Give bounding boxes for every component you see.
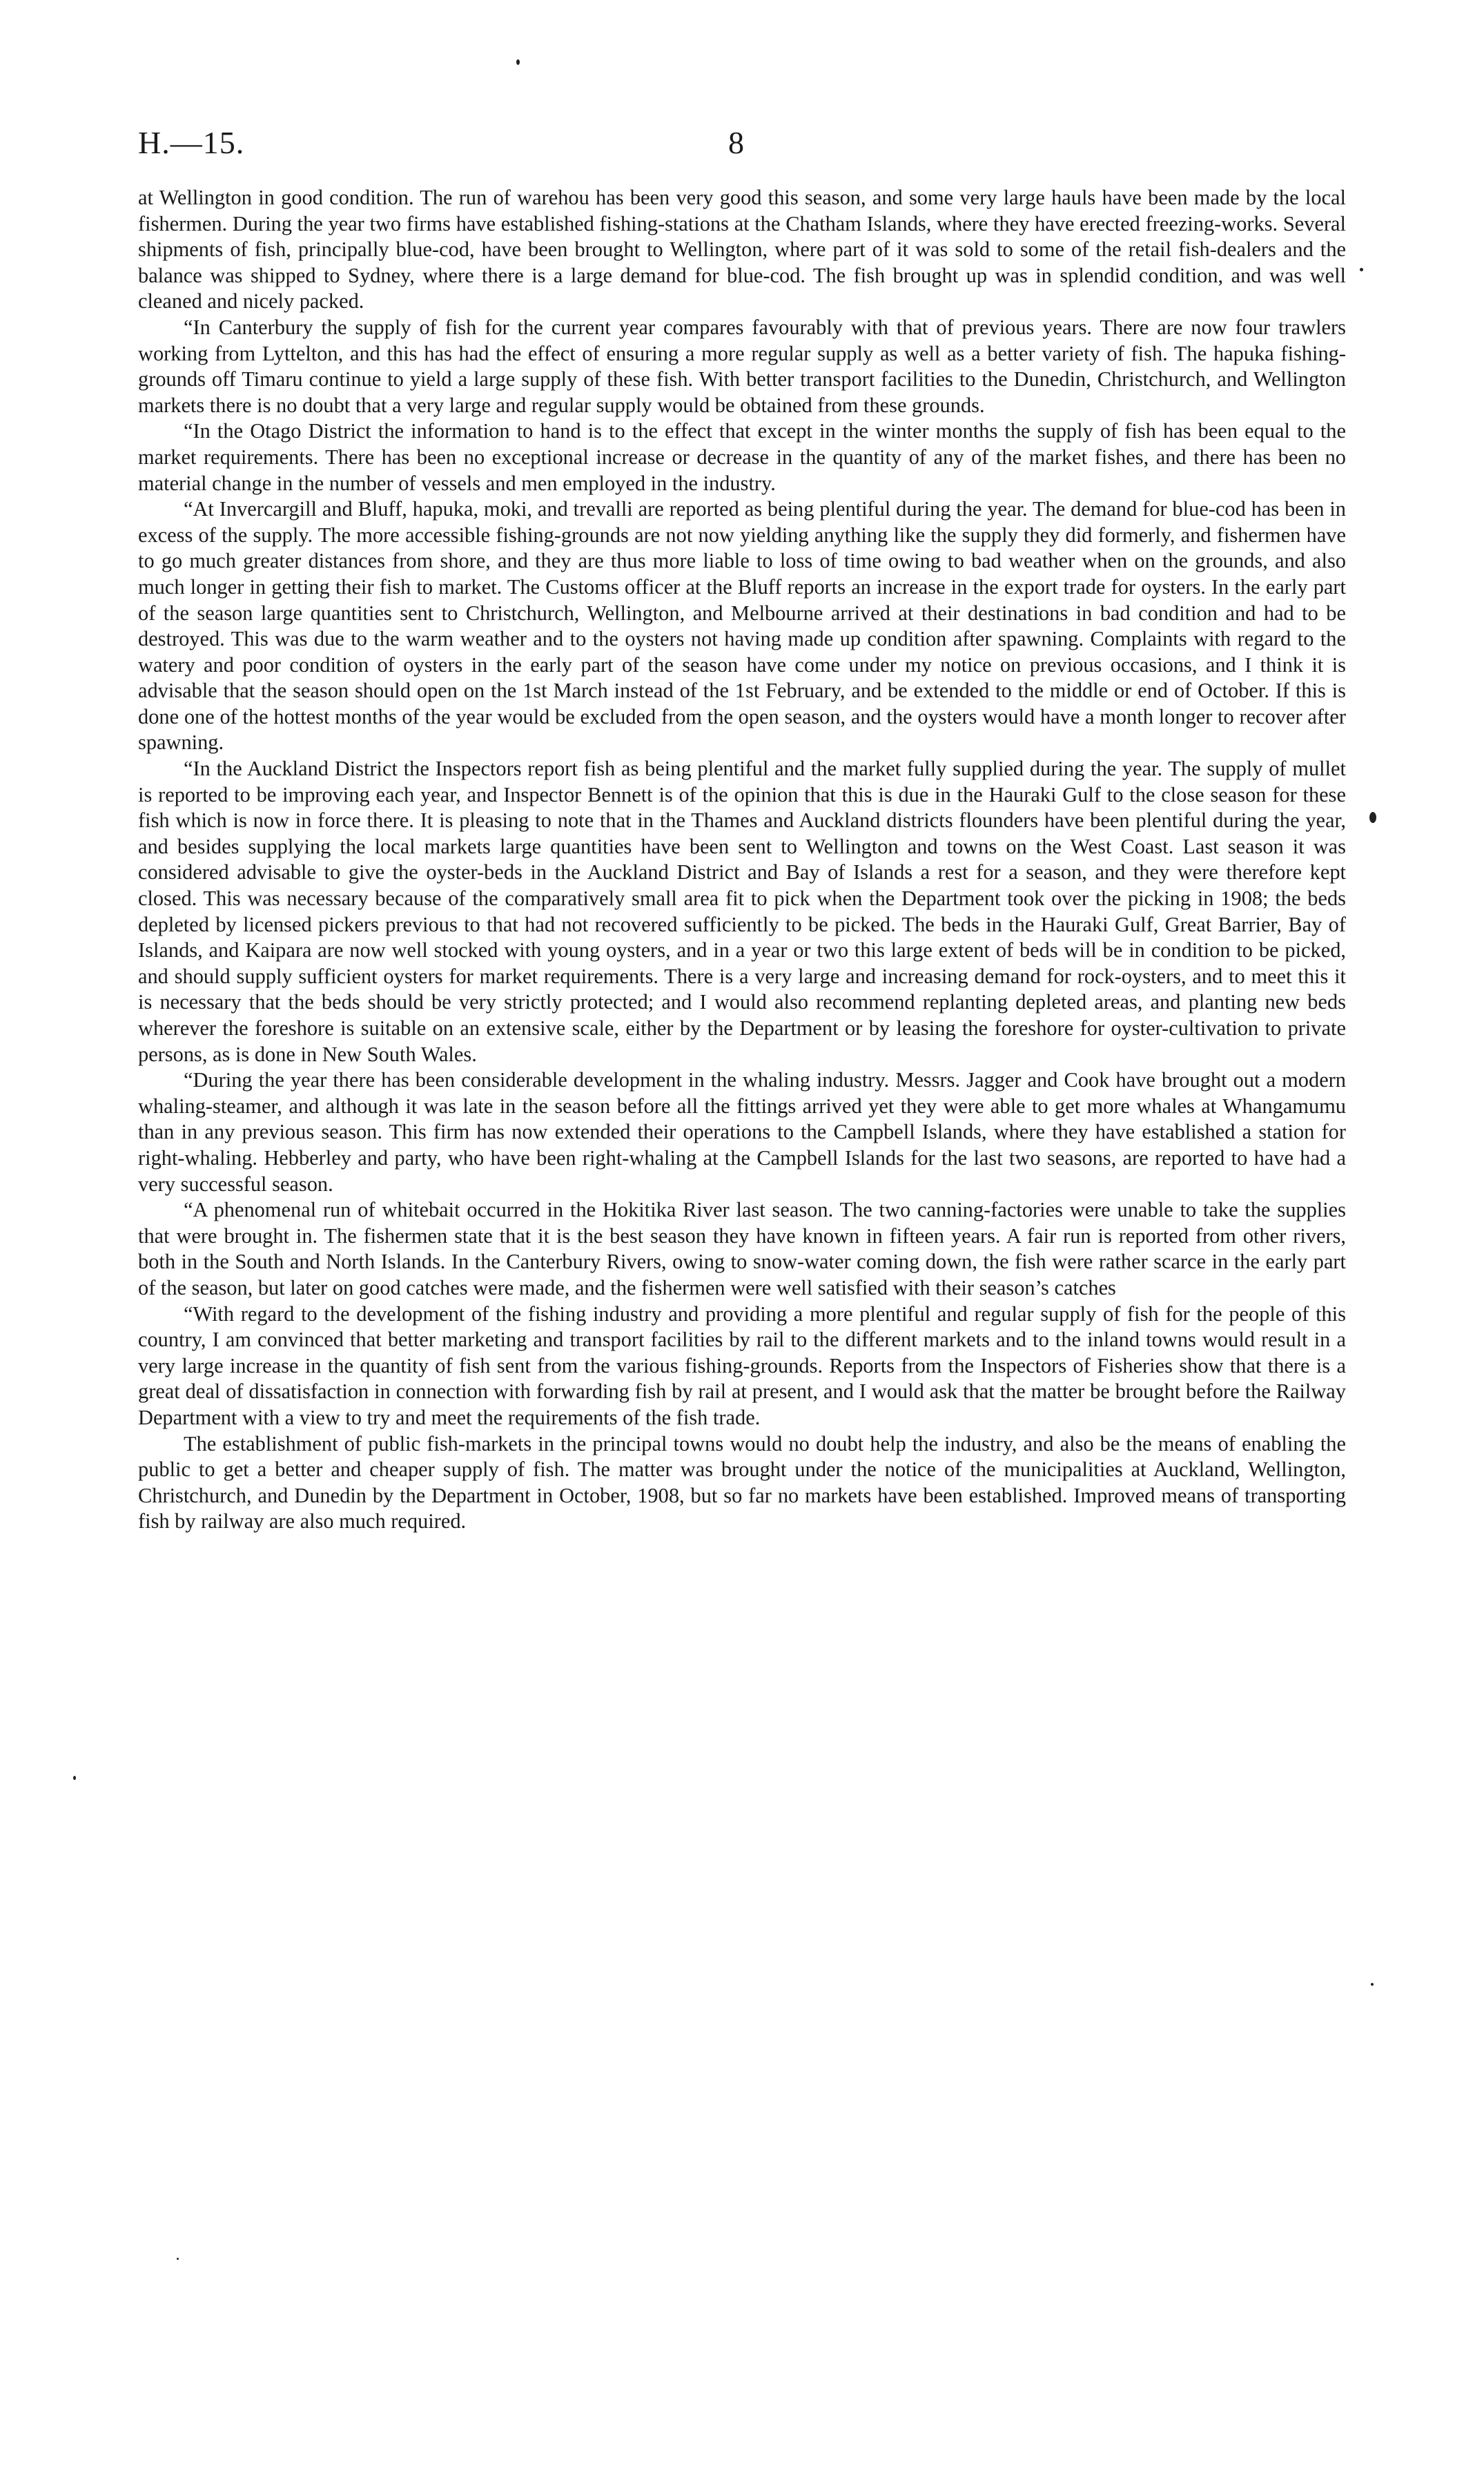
paragraph-invercargill-bluff: “At Invercargill and Bluff, hapuka, moki, and trevalli are reported as being plentiful during the year. The demand for blue-cod has been in excess of the supply. The more accessible fishing-grounds are not now yielding anything like the supply they did formerly, and fishermen have to go much greater distances from shore, and they are thus more liable to loss of time owing to bad weather when on the grounds, and also much longer in getting their fish to market. The Customs officer at the Bluff reports an increase in the export trade for oysters. In the early part of the season large quantities sent to Christchurch, Wellington, and Melbourne arrived at their destinations in bad condition and had to be destroyed. This was due to the warm weather and to the oysters not having made up condition after spawning. Complaints with regard to the watery and poor condition of oysters in the early part of the season have come under my notice on previous occasions, and I think it is advisable that the season should open on the 1st March instead of the 1st February, and be extended to the middle or end of October. If this is done one of the hottest months of the year would be excluded from the open season, and the oysters would have a month longer to recover after spawning. — [138, 497, 1346, 755]
scan-speck — [73, 1776, 76, 1780]
body-text — [138, 185, 1346, 1535]
scan-speck — [1371, 1983, 1374, 1986]
document-reference: H.—15. — [138, 125, 245, 160]
scan-speck — [516, 59, 520, 65]
paragraph-wellington: at Wellington in good condition. The run of warehou has been very good this season, and some very large hauls have been made by the local fishermen. During the year two firms have established fishing-stations at the Chatham Islands, where they have erected freezing-works. Several shipments of fish, principally blue-cod, have been brought to Wellington, where part of it was sold to some of the retail fish-dealers and the balance was shipped to Sydney, where there is a large demand for blue-cod. The fish brought up was in splendid condition, and was well cleaned and nicely packed. — [138, 186, 1346, 313]
page-number: 8 — [728, 125, 744, 160]
paragraph-transport: “With regard to the development of the fishing industry and providing a more plentiful and regular supply of fish for the people of this country, I am convinced that better marketing and transport facilities by rail to the different markets and to the inland towns would result in a very large increase in the quantity of fish sent from the various fishing-grounds. Reports from the Inspectors of Fisheries show that there is a great deal of dissatisfaction in connection with forwarding fish by rail at present, and I would ask that the matter be brought before the Railway Department with a view to try and meet the requirements of the fish trade. — [138, 1301, 1346, 1429]
paragraph-auckland: “In the Auckland District the Inspectors report fish as being plentiful and the market fully supplied during the year. The supply of mullet is reported to be improving each year, and Inspector Bennett is of the opinion that this is due in the Hauraki Gulf to the close season for these fish which is now in force there. It is pleasing to note that in the Thames and Auckland districts flounders have been plentiful during the year, and besides supplying the local markets large quantities have been sent to Wellington and towns on the West Coast. Last season it was considered advisable to give the oyster-beds in the Auckland District and Bay of Islands a rest for a season, and they were therefore kept closed. This was necessary because of the comparatively small area fit to pick when the Department took over the picking in 1908; the beds depleted by licensed pickers previous to that had not recovered sufficiently to be picked. The beds in the Hauraki Gulf, Great Barrier, Bay of Islands, and Kaipara are now well stocked with young oysters, and in a year or two this large extent of beds will be in condition to be picked, and should supply sufficient oysters for market requirements. There is a very large and increasing demand for rock-oysters, and to meet this it is necessary that the beds should be very strictly protected; and I would also recommend replanting depleted areas, and planting new beds wherever the foreshore is suitable on an extensive scale, either by the Department or by leasing the foreshore for oyster-cultivation to private persons, as is done in New South Wales. — [138, 757, 1346, 1066]
paragraph-canterbury: “In Canterbury the supply of fish for the current year compares favourably with that of previous years. There are now four trawlers working from Lyttelton, and this has had the effect of ensuring a more regular supply as well as a better variety of fish. The hapuka fishing-grounds off Timaru continue to yield a large supply of these fish. With better transport facilities to the Dunedin, Christchurch, and Wellington markets there is no doubt that a very large and regular supply would be obtained from these grounds. — [138, 315, 1346, 417]
scan-speck — [1369, 812, 1376, 823]
paragraph-fish-markets: The establishment of public fish-markets in the principal towns would no doubt help the industry, and also be the means of enabling the public to get a better and cheaper supply of fish. The matter was brought under the notice of the municipalities at Auckland, Wellington, Christchurch, and Dunedin by the Department in October, 1908, but so far no markets have been established. Improved means of transporting fish by railway are also much required. — [138, 1431, 1346, 1533]
scan-speck — [1360, 268, 1363, 271]
scan-speck — [177, 2258, 179, 2260]
paragraph-otago: “In the Otago District the information to hand is to the effect that except in the winter months the supply of fish has been equal to the market requirements. There has been no exceptional increase or decrease in the quantity of any of the market fishes, and there has been no material change in the number of vessels and men employed in the industry. — [138, 419, 1346, 495]
paragraph-whitebait: “A phenomenal run of whitebait occurred in the Hokitika River last season. The two canning-factories were unable to take the supplies that were brought in. The fishermen state that it is the best season they have known in fifteen years. A fair run is reported from other rivers, both in the South and North Islands. In the Canterbury Rivers, owing to snow-water coming down, the fish were rather scarce in the early part of the season, but later on good catches were made, and the fishermen were well satisfied with their season’s catches — [138, 1198, 1346, 1299]
page-header — [138, 124, 1346, 173]
paragraph-whaling: “During the year there has been considerable development in the whaling industry. Messrs. Jagger and Cook have brought out a modern whaling-steamer, and although it was late in the season before all the fittings arrived yet they were able to get more whales at Whangamumu than in any previous season. This firm has now extended their operations to the Campbell Islands, where they have established a station for right-whaling. Hebberley and party, who have been right-whaling at the Campbell Islands for the last two seasons, are reported to have had a very successful season. — [138, 1068, 1346, 1196]
